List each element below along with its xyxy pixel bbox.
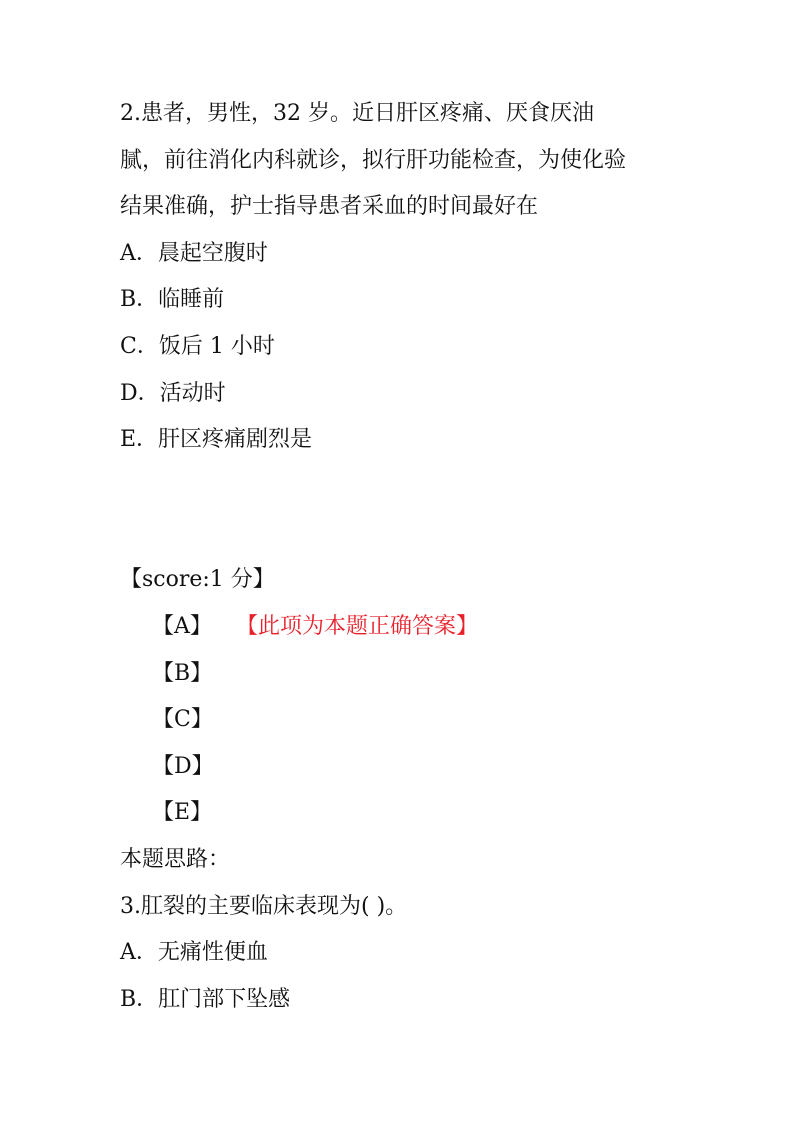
- q2-option-b: B．临睡前: [120, 287, 225, 312]
- q3-option-b: B．肛门部下坠感: [120, 987, 291, 1012]
- q2-option-a: A．晨起空腹时: [120, 241, 268, 266]
- answer-a: 【A】: [152, 614, 212, 639]
- q2-stem-line-1: 2.患者，男性，32 岁。近日肝区疼痛、厌食厌油: [120, 101, 594, 126]
- q2-stem-line-2: 腻，前往消化内科就诊，拟行肝功能检查，为使化验: [120, 148, 627, 173]
- thinking-label: 本题思路：: [120, 847, 231, 872]
- answer-d: 【D】: [152, 754, 214, 779]
- q2-option-c: C．饭后 1 小时: [120, 334, 275, 359]
- correct-answer-note: 【此项为本题正确答案】: [236, 614, 479, 639]
- q2-option-e: E．肝区疼痛剧烈是: [120, 427, 313, 452]
- q2-option-d: D．活动时: [120, 381, 226, 406]
- answer-c: 【C】: [152, 707, 213, 732]
- q2-stem-line-3: 结果准确，护士指导患者采血的时间最好在: [120, 194, 539, 219]
- answer-e: 【E】: [152, 800, 213, 825]
- score-label: 【score:1 分】: [120, 567, 275, 592]
- q3-option-a: A．无痛性便血: [120, 940, 268, 965]
- answer-b: 【B】: [152, 661, 213, 686]
- q3-stem: 3.肛裂的主要临床表现为( )。: [120, 894, 408, 919]
